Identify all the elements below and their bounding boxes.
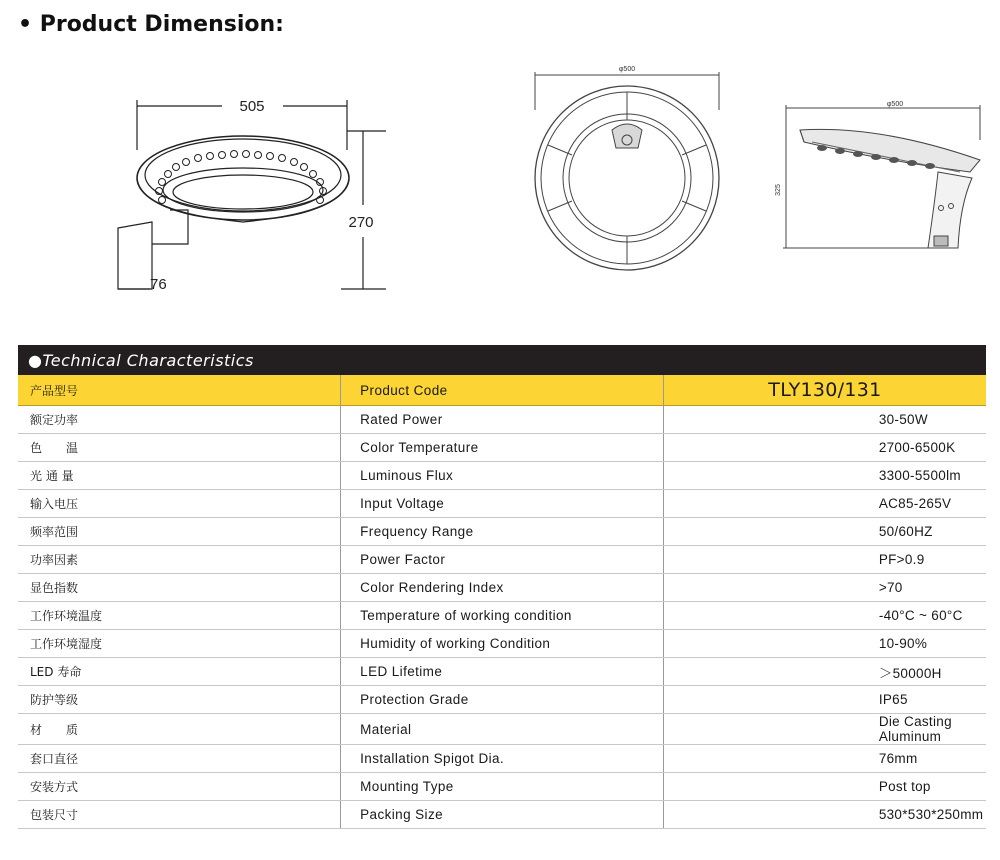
table-row bbox=[18, 630, 986, 658]
product-code-en-label: Product Code bbox=[341, 375, 664, 406]
table-row bbox=[18, 406, 986, 434]
spec-cn-label: 工作环境湿度 bbox=[18, 630, 341, 658]
spec-en-label: Color Temperature bbox=[341, 434, 664, 462]
table-row bbox=[18, 745, 986, 773]
spec-value: 3300-5500lm bbox=[663, 462, 986, 490]
spec-value: 30-50W bbox=[663, 406, 986, 434]
spec-en-label: Color Rendering Index bbox=[341, 574, 664, 602]
table-row bbox=[18, 574, 986, 602]
spec-cn-label: 包装尺寸 bbox=[18, 801, 341, 829]
profile-diameter-label: φ500 bbox=[886, 101, 904, 108]
table-row bbox=[18, 686, 986, 714]
height-dimension-label: 270 bbox=[348, 214, 374, 231]
product-code-value: TLY130/131 bbox=[663, 375, 986, 406]
spec-en-label: Rated Power bbox=[341, 406, 664, 434]
spec-value: 76mm bbox=[663, 745, 986, 773]
table-row bbox=[18, 773, 986, 801]
spec-en-label: Frequency Range bbox=[341, 518, 664, 546]
spec-en-label: Installation Spigot Dia. bbox=[341, 745, 664, 773]
spec-value: Die Casting Aluminum bbox=[663, 714, 986, 745]
spec-en-label: Temperature of working condition bbox=[341, 602, 664, 630]
spec-en-label: Input Voltage bbox=[341, 490, 664, 518]
profile-height-label: 325 bbox=[775, 184, 782, 196]
profile-view-drawing bbox=[783, 105, 980, 248]
spec-value: 2700-6500K bbox=[663, 434, 986, 462]
spec-cn-label: 安装方式 bbox=[18, 773, 341, 801]
side-view-led-dots bbox=[156, 151, 327, 204]
table-row bbox=[18, 462, 986, 490]
spigot-dimension-label: 76 bbox=[150, 276, 167, 293]
spec-en-label: Power Factor bbox=[341, 546, 664, 574]
spec-cn-label: 频率范围 bbox=[18, 518, 341, 546]
spec-cn-label: 功率因素 bbox=[18, 546, 341, 574]
spec-cn-label: 显色指数 bbox=[18, 574, 341, 602]
spec-value: IP65 bbox=[663, 686, 986, 714]
spec-value: PF>0.9 bbox=[663, 546, 986, 574]
spec-cn-label: LED 寿命 bbox=[18, 658, 341, 686]
table-row bbox=[18, 714, 986, 745]
table-heading: ●Technical Characteristics bbox=[18, 345, 986, 375]
spec-value: AC85-265V bbox=[663, 490, 986, 518]
spec-value: 10-90% bbox=[663, 630, 986, 658]
spec-cn-label: 防护等级 bbox=[18, 686, 341, 714]
top-view-drawing bbox=[535, 72, 719, 270]
table-row bbox=[18, 518, 986, 546]
spec-value: 530*530*250mm bbox=[663, 801, 986, 829]
product-code-row bbox=[18, 375, 986, 406]
spec-cn-label: 光 通 量 bbox=[18, 462, 341, 490]
product-code-cn-label: 产品型号 bbox=[18, 375, 341, 406]
spec-value: ＞50000H bbox=[663, 658, 986, 686]
spec-cn-label: 工作环境温度 bbox=[18, 602, 341, 630]
spec-en-label: Material bbox=[341, 714, 664, 745]
spec-value: -40°C ~ 60°C bbox=[663, 602, 986, 630]
spec-en-label: Packing Size bbox=[341, 801, 664, 829]
table-row bbox=[18, 490, 986, 518]
spec-cn-label: 输入电压 bbox=[18, 490, 341, 518]
spec-value: 50/60HZ bbox=[663, 518, 986, 546]
top-view-diameter-label: φ500 bbox=[618, 66, 636, 73]
table-row bbox=[18, 658, 986, 686]
page-title: • Product Dimension: bbox=[18, 12, 284, 37]
product-dimension-drawings bbox=[0, 0, 1000, 330]
spec-en-label: Protection Grade bbox=[341, 686, 664, 714]
spec-en-label: Mounting Type bbox=[341, 773, 664, 801]
table-row bbox=[18, 434, 986, 462]
spec-en-label: Humidity of working Condition bbox=[341, 630, 664, 658]
spec-cn-label: 额定功率 bbox=[18, 406, 341, 434]
spec-cn-label: 材 质 bbox=[18, 714, 341, 745]
spec-cn-label: 色 温 bbox=[18, 434, 341, 462]
spec-en-label: Luminous Flux bbox=[341, 462, 664, 490]
spec-en-label: LED Lifetime bbox=[341, 658, 664, 686]
spec-cn-label: 套口直径 bbox=[18, 745, 341, 773]
spec-value: >70 bbox=[663, 574, 986, 602]
table-row bbox=[18, 801, 986, 829]
width-dimension-label: 505 bbox=[239, 98, 265, 115]
table-row bbox=[18, 546, 986, 574]
spec-value: Post top bbox=[663, 773, 986, 801]
table-row bbox=[18, 602, 986, 630]
technical-characteristics-table bbox=[18, 345, 986, 829]
